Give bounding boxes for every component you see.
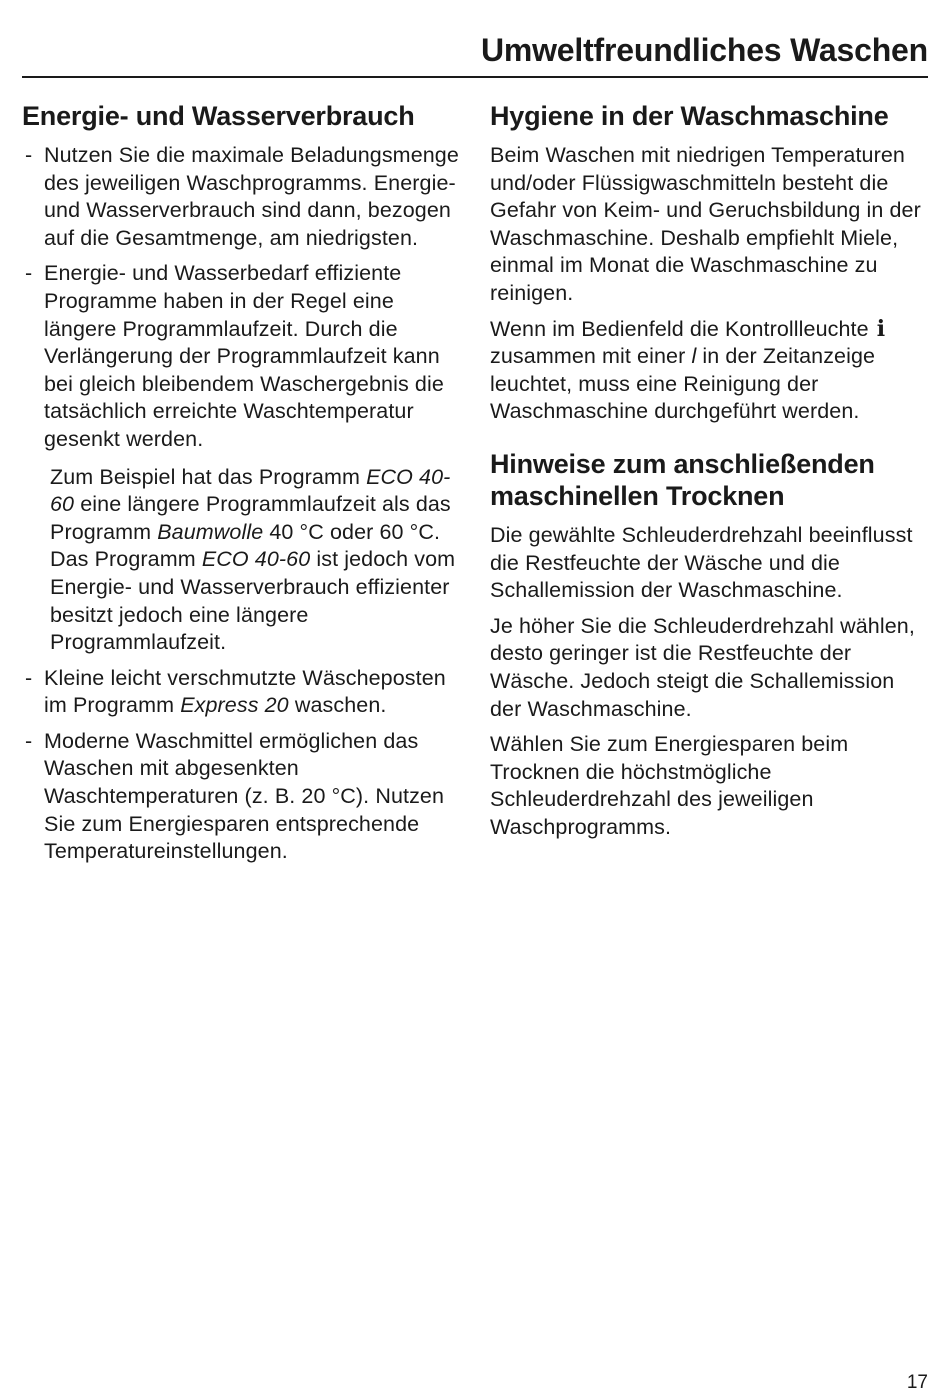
program-name: ECO 40-60: [201, 547, 311, 572]
text-span: zusammen mit einer: [490, 344, 692, 369]
energy-tips-list-continued: [22, 665, 462, 866]
paragraph: Die gewählte Schleuderdrehzahl beeinflusst die Restfeuchte der Wäsche und die Schallemission der Waschmaschine.: [490, 522, 913, 603]
text-span: Wenn im Bedienfeld die Kontrollleuchte: [490, 316, 875, 341]
text-span: Kleine leicht verschmutzte Wäscheposten im Programm: [44, 665, 446, 718]
section-heading-drying: Hinweise zum anschließenden maschinellen Trocknen: [490, 448, 875, 511]
page-number: 17: [906, 1372, 928, 1393]
list-item: [22, 142, 462, 252]
display-segment-symbol: l: [691, 344, 697, 369]
list-item-text: Energie- und Wasserbedarf effiziente Programme haben in der Regel eine längere Programmlaufzeit. Durch die Verlängerung der Programmlaufzeit kann bei gleich bleibendem Waschergebnis die tatsächlich erreichte Waschtemperatur gesenkt werden.: [44, 261, 444, 451]
list-item: [22, 728, 462, 866]
bullet-dash: -: [25, 143, 33, 167]
text-span: eine längere Programmlaufzeit als das Programm: [50, 492, 451, 544]
info-icon: i: [876, 315, 886, 342]
section-heading-energy-water: Energie- und Wasserverbrauch: [22, 101, 415, 131]
text-span: ist jedoch vom Energie- und Wasserverbrauch effizienter besitzt jedoch eine längere Programmlaufzeit.: [50, 547, 456, 655]
program-name: Express 20: [180, 693, 289, 718]
paragraph-indicator: [490, 316, 930, 426]
energy-tips-list: [22, 142, 462, 454]
paragraph: Beim Waschen mit niedrigen Temperaturen und/oder Flüssigwaschmitteln besteht die Gefahr von Keim- und Geruchsbildung in der Waschmaschine. Deshalb empfiehlt Miele, einmal im Monat die Waschmaschine zu reinigen.: [490, 143, 921, 305]
paragraph: Je höher Sie die Schleuderdrehzahl wählen, desto geringer ist die Restfeuchte der Wäsche. Jedoch steigt die Schallemission der Waschmaschine.: [490, 613, 915, 721]
paragraph: Wählen Sie zum Energiesparen beim Trocknen die höchstmögliche Schleuderdrehzahl des jeweiligen Waschprogramms.: [490, 732, 849, 839]
list-item-text: [44, 666, 446, 718]
page-header: [22, 28, 928, 78]
section-heading-hygiene: Hygiene in der Waschmaschine: [490, 101, 889, 131]
list-item: [22, 260, 462, 453]
example-paragraph: [22, 464, 462, 657]
program-name: Baumwolle: [157, 519, 264, 544]
page-title: Umweltfreundliches Waschen: [480, 32, 928, 68]
bullet-dash: -: [25, 728, 33, 753]
text-span: 40 °C oder 60 °C. Das Programm: [50, 519, 441, 572]
list-item: [22, 665, 462, 720]
list-item-text: Moderne Waschmittel ermöglichen das Waschen mit abgesenkten Waschtemperaturen (z. B. 20 °C). Nutzen Sie zum Energiesparen entsprechende Temperatureinstellungen.: [44, 728, 445, 864]
bullet-dash: -: [25, 665, 33, 690]
left-column: [22, 100, 462, 874]
text-span: Zum Beispiel hat das Programm: [50, 464, 367, 489]
bullet-dash: -: [25, 261, 33, 286]
right-column: [490, 100, 930, 849]
program-name: ECO 40-60: [50, 464, 451, 517]
text-span: waschen.: [288, 693, 387, 718]
list-item-text: Nutzen Sie die maximale Beladungsmenge des jeweiligen Waschprogramms. Energie- und Wasserverbrauch sind dann, bezogen auf die Gesamtmenge, am niedrigsten.: [44, 143, 459, 250]
text-span: in der Zeitanzeige leuchtet, muss eine Reinigung der Waschmaschine durchgeführt werden.: [490, 344, 876, 424]
